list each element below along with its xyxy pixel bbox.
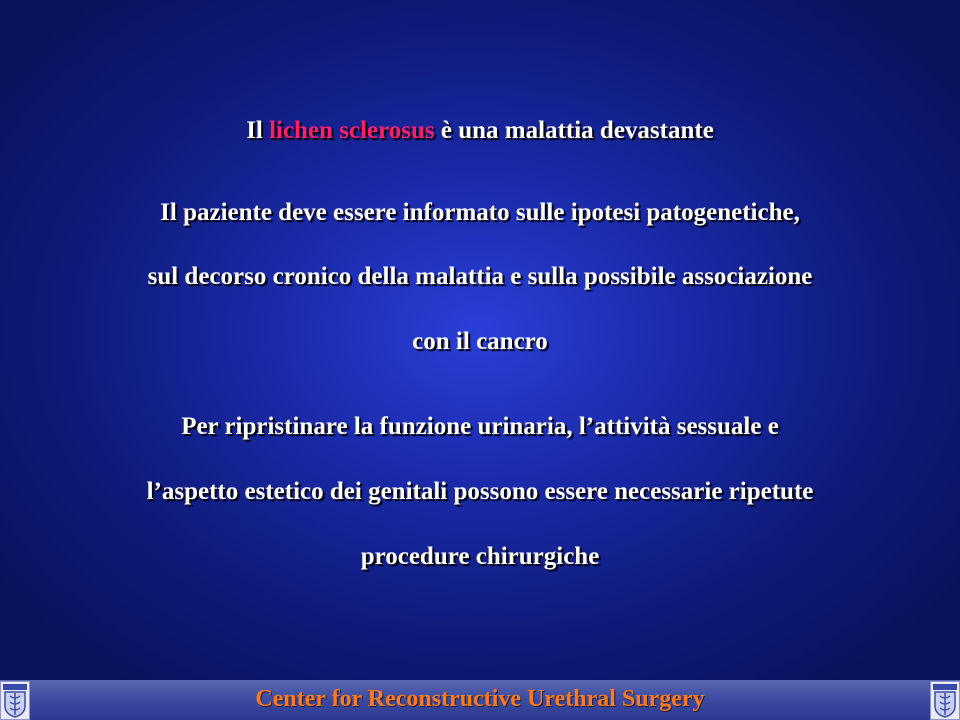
paragraph-line: Per ripristinare la funzione urinaria, l’attività sessuale e <box>181 413 779 440</box>
paragraph-line: l’aspetto estetico dei genitali possono essere necessarie ripetute <box>146 478 814 505</box>
caduceus-shield-icon <box>0 681 30 720</box>
paragraph-line: sul decorso cronico della malattia e sulla possibile associazione <box>147 263 813 290</box>
statement-line <box>0 116 960 146</box>
statement-prefix: Il <box>246 117 270 144</box>
statement-suffix: è una malattia devastante <box>434 117 714 144</box>
highlight-term: lichen sclerosus <box>269 117 435 144</box>
paragraph-line: con il cancro <box>412 328 548 355</box>
footer-title: Center for Reconstructive Urethral Surgery <box>255 686 705 712</box>
paragraph-line: procedure chirurgiche <box>360 543 600 570</box>
paragraph-line: Il paziente deve essere informato sulle ipotesi patogenetiche, <box>160 199 800 226</box>
footer-bar <box>0 680 960 720</box>
caduceus-shield-icon <box>930 681 960 720</box>
